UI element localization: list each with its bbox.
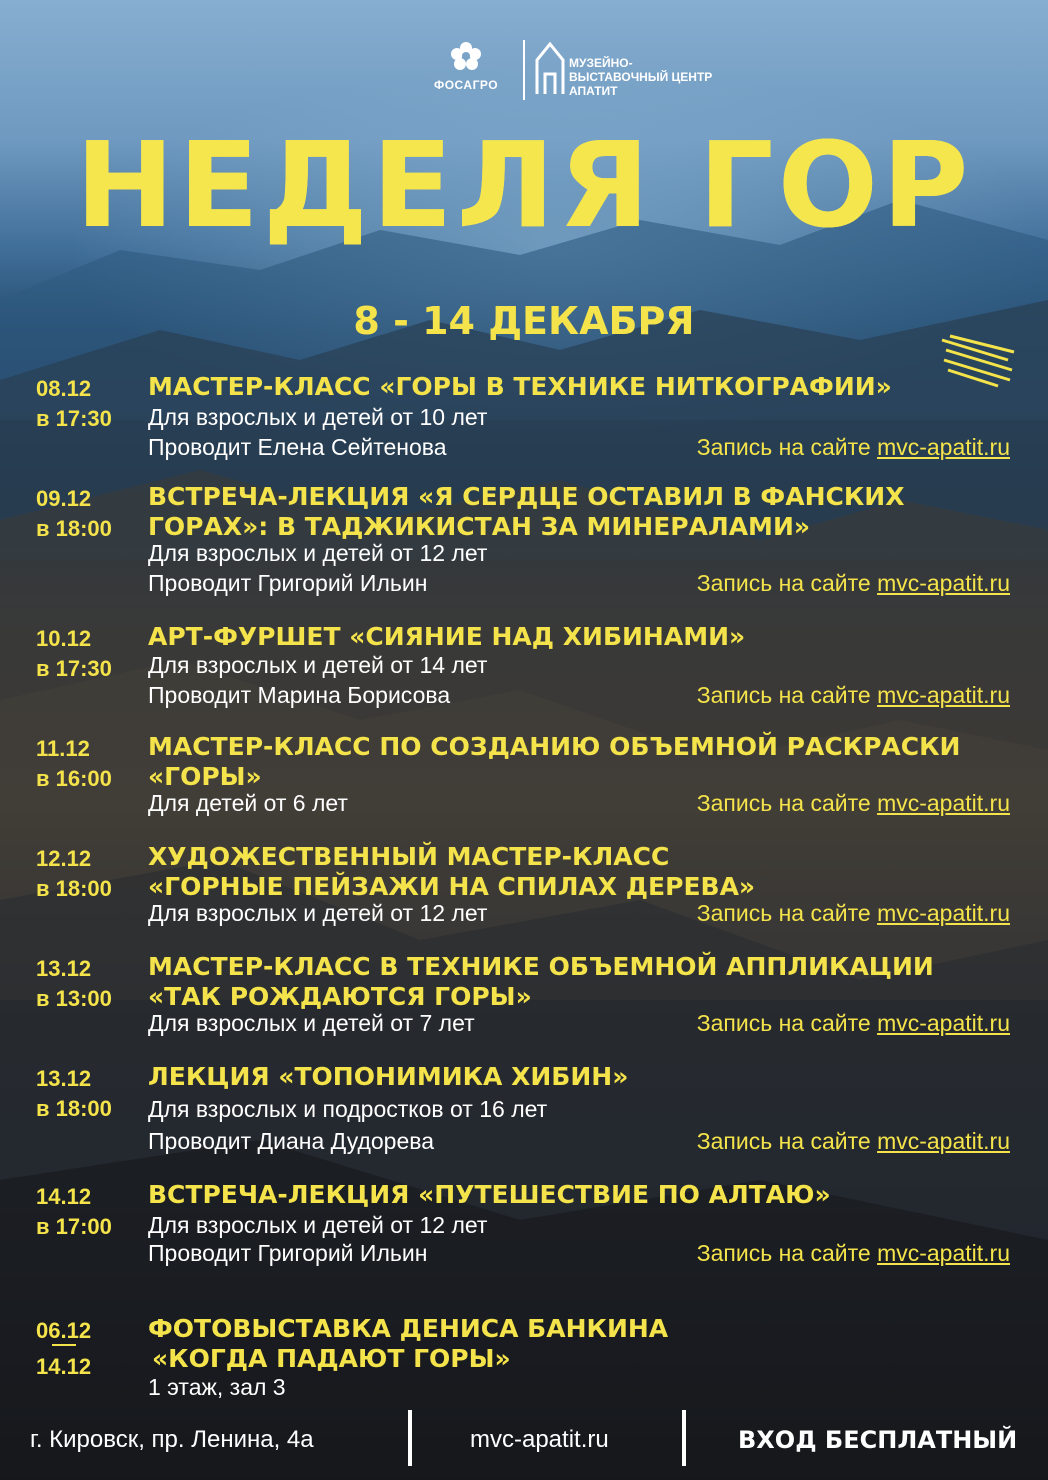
event-title: АРТ-ФУРШЕТ «СИЯНИЕ НАД ХИБИНАМИ» [148,622,746,651]
date-range-dash [52,1344,76,1346]
event-registration [697,568,1010,598]
event-time: в 17:30 [36,406,112,431]
event-audience: Для взрослых и детей от 12 лет [148,1212,488,1238]
event-registration [697,788,1010,818]
event-audience: Для детей от 6 лет [148,790,348,816]
registration-text: Запись на сайте [696,900,878,926]
event-time: в 18:00 [36,876,112,901]
footer-address: г. Кировск, пр. Ленина, 4а [30,1426,314,1453]
registration-link[interactable]: mvc-apatit.ru [877,1010,1010,1036]
event-host: Проводит Григорий Ильин [148,570,428,596]
footer-divider [682,1410,686,1466]
event-date: 10.12 [36,626,92,651]
event-title: ЛЕКЦИЯ «ТОПОНИМИКА ХИБИН» [148,1062,629,1091]
event-date: 09.12 [36,486,92,511]
registration-text: Запись на сайте [696,1010,878,1036]
exhibition-subtitle: «КОГДА ПАДАЮТ ГОРЫ» [152,1344,511,1373]
poster-title: НЕДЕЛЯ ГОР [75,116,973,254]
registration-link[interactable]: mvc-apatit.ru [877,1240,1010,1266]
registration-link[interactable]: mvc-apatit.ru [877,682,1010,708]
registration-link[interactable]: mvc-apatit.ru [877,900,1010,926]
registration-text: Запись на сайте [696,1240,878,1266]
exhibition-date-from: 06.12 [36,1318,92,1343]
mvc-line-1: МУЗЕЙНО- [569,56,633,70]
event-audience: Для взрослых и детей от 12 лет [148,900,488,926]
poster-dates: 8 - 14 ДЕКАБРЯ [353,299,695,343]
registration-link[interactable]: mvc-apatit.ru [877,434,1010,460]
house-icon [535,40,565,96]
phosagro-name: ФОСАГРО [433,78,499,92]
registration-text: Запись на сайте [696,790,878,816]
flower-icon [446,38,486,78]
registration-text: Запись на сайте [696,434,878,460]
event-time: в 18:00 [36,1096,112,1121]
mvc-line-3: АПАТИТ [569,84,618,98]
registration-link[interactable]: mvc-apatit.ru [877,790,1010,816]
mvc-line-2: ВЫСТАВОЧНЫЙ ЦЕНТР [569,70,713,84]
exhibition-title: ФОТОВЫСТАВКА ДЕНИСА БАНКИНА [148,1314,669,1343]
event-title: ВСТРЕЧА-ЛЕКЦИЯ «ПУТЕШЕСТВИЕ ПО АЛТАЮ» [148,1180,831,1209]
event-date: 14.12 [36,1184,92,1209]
event-host: Проводит Елена Сейтенова [148,434,447,460]
mvc-logo-text [569,56,769,98]
event-audience: Для взрослых и детей от 10 лет [148,404,488,430]
event-title: МАСТЕР-КЛАСС В ТЕХНИКЕ ОБЪЕМНОЙ АППЛИКАЦИИ «ТАК РОЖДАЮТСЯ ГОРЫ» [148,952,934,1011]
event-audience: Для взрослых и детей от 14 лет [148,652,488,678]
registration-text: Запись на сайте [696,570,878,596]
event-registration [697,680,1010,710]
event-host: Проводит Григорий Ильин [148,1240,428,1266]
event-registration [697,1238,1010,1268]
exhibition-date-to: 14.12 [36,1354,92,1379]
event-date: 13.12 [36,956,92,981]
footer [0,1402,1048,1480]
event-title: МАСТЕР-КЛАСС ПО СОЗДАНИЮ ОБЪЕМНОЙ РАСКРАСКИ «ГОРЫ» [148,732,961,791]
event-date: 13.12 [36,1066,92,1091]
event-time: в 18:00 [36,516,112,541]
event-audience: Для взрослых и подростков от 16 лет [148,1096,548,1122]
event-registration [697,898,1010,928]
event-date: 08.12 [36,376,92,401]
event-host: Проводит Диана Дудорева [148,1128,435,1154]
event-time: в 16:00 [36,766,112,791]
event-time: в 17:30 [36,656,112,681]
footer-free-entry: ВХОД БЕСПЛАТНЫЙ [738,1426,1018,1454]
event-host: Проводит Марина Борисова [148,682,451,708]
event-title: МАСТЕР-КЛАСС «ГОРЫ В ТЕХНИКЕ НИТКОГРАФИИ» [148,372,892,401]
footer-site-link[interactable]: mvc-apatit.ru [470,1426,609,1453]
event-date: 11.12 [36,736,90,761]
event-registration [697,1008,1010,1038]
registration-text: Запись на сайте [696,1128,878,1154]
logo-divider [523,40,525,100]
event-date: 12.12 [36,846,92,871]
event-title: ХУДОЖЕСТВЕННЫЙ МАСТЕР-КЛАСС «ГОРНЫЕ ПЕЙЗАЖИ НА СПИЛАХ ДЕРЕВА» [148,842,756,901]
mvc-logo [535,40,713,101]
event-registration [697,1126,1010,1156]
footer-divider [408,1410,412,1466]
event-audience: Для взрослых и детей от 7 лет [148,1010,475,1036]
phosagro-logo [418,38,514,92]
registration-link[interactable]: mvc-apatit.ru [877,1128,1010,1154]
registration-text: Запись на сайте [696,682,878,708]
event-registration [697,432,1010,462]
event-time: в 17:00 [36,1214,112,1239]
event-title: ВСТРЕЧА-ЛЕКЦИЯ «Я СЕРДЦЕ ОСТАВИЛ В ФАНСКИХ ГОРАХ»: В ТАДЖИКИСТАН ЗА МИНЕРАЛАМИ» [148,482,905,541]
registration-link[interactable]: mvc-apatit.ru [877,570,1010,596]
event-audience: Для взрослых и детей от 12 лет [148,540,488,566]
exhibition-place: 1 этаж, зал 3 [148,1374,286,1400]
event-time: в 13:00 [36,986,112,1011]
